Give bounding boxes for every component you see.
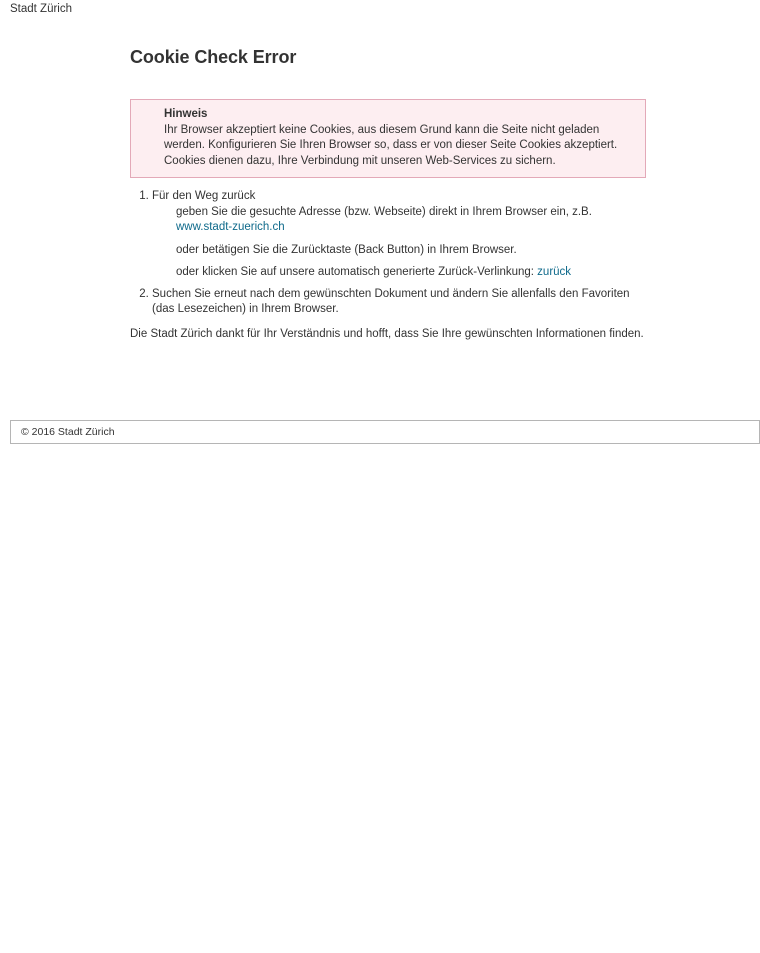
step-1-option-back-link-text: oder klicken Sie auf unsere automatisch generierte Zurück-Verlinkung: <box>176 266 538 278</box>
notice-title: Hinweis <box>164 108 208 120</box>
footer <box>10 420 760 444</box>
step-2-label: Suchen Sie erneut nach dem gewünschten Dokument und ändern Sie allenfalls den Favoriten (das Lesezeichen) in Ihrem Browser. <box>152 287 630 315</box>
back-link[interactable]: zurück <box>537 266 572 278</box>
page-title: Cookie Check Error <box>130 47 297 67</box>
main-content <box>130 46 646 342</box>
step-1-label: Für den Weg zurück <box>152 190 256 202</box>
steps-list <box>130 189 646 318</box>
step-item-2 <box>152 287 646 318</box>
footer-copyright: © 2016 Stadt Zürich <box>21 426 115 438</box>
step-1-option-back-button: oder betätigen Sie die Zurücktaste (Back Button) in Ihrem Browser. <box>176 243 517 256</box>
site-name-header: Stadt Zürich <box>10 3 72 15</box>
closing-text: Die Stadt Zürich dankt für Ihr Verständnis und hofft, dass Sie Ihre gewünschten Informationen finden. <box>130 327 644 340</box>
step-1-options <box>176 205 646 281</box>
step-1-option-address <box>176 205 646 236</box>
step-item-1 <box>152 189 646 281</box>
notice-box <box>130 99 646 178</box>
step-1-option-back-link <box>176 265 646 281</box>
notice-text: Ihr Browser akzeptiert keine Cookies, aus diesem Grund kann die Seite nicht geladen werden. Konfigurieren Sie Ihren Browser so, dass er von dieser Seite Cookies akzeptiert. Cookies dienen dazu, Ihre Verbindung mit unseren Web-Services zu sichern. <box>164 123 618 167</box>
step-1-option-address-text: geben Sie die gesuchte Adresse (bzw. Webseite) direkt in Ihrem Browser ein, z.B. <box>176 205 592 218</box>
stadt-zuerich-link[interactable]: www.stadt-zuerich.ch <box>176 221 285 233</box>
